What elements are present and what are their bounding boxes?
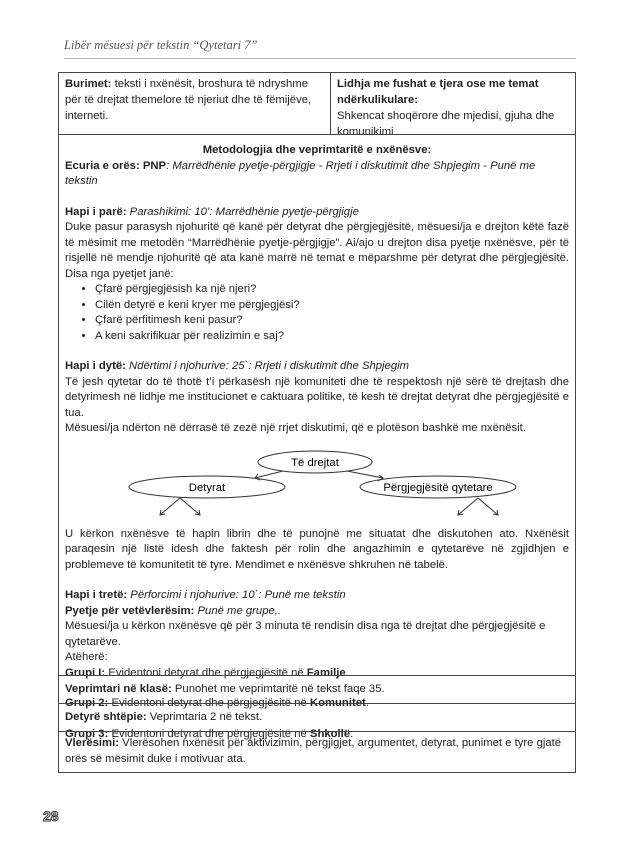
self-eval-label: Pyetje për vetëvlerësim: (65, 604, 195, 617)
question-item: • Çfarë përfitimesh keni pasur? (95, 313, 569, 329)
branch-line (458, 498, 478, 515)
question-list (65, 282, 569, 344)
activity-label: Veprimtari në klasë: (65, 683, 172, 695)
diagram-center-label: Të drejtat (291, 456, 339, 469)
branch-line (160, 498, 180, 515)
homework-text: Veprimtaria 2 në tekst. (146, 711, 263, 723)
diagram-svg (65, 437, 571, 527)
branch-line (180, 498, 200, 515)
page-number: 28 (43, 808, 59, 824)
group-item: Grupi I: Evidentoni detyrat dhe përgjegjësitë në Familje. (65, 666, 349, 679)
classroom-activity-row (58, 675, 576, 704)
step2-title: Ndërtimi i njohurive: 25`: Rrjeti i diskutimit dhe Shpjegim (125, 360, 410, 372)
group-item: Grupi 3: Evidentoni detyrat dhe përgjegjësitë në Shkollë. (65, 727, 354, 740)
resources-cell (59, 73, 331, 134)
arrow-left (255, 471, 283, 478)
links-cell (331, 73, 575, 139)
step3-title: Përforcimi i njohurive: 10`: Punë me tekstin (127, 589, 346, 601)
resources-label: Burimet: (65, 78, 112, 90)
header-rule (64, 58, 576, 59)
step3-atehere: Atëherë: (65, 651, 108, 663)
ecuria-text: : Marrëdhënie pyetje-përgjigje - Rrjeti i diskutimit dhe Shpjegim - Punë me tekstin (65, 159, 536, 187)
running-header: Libër mësuesi për tekstin “Qytetari 7” (64, 38, 258, 52)
evaluation-text: Vlerësohen nxënësit për aktivizimin, përgjigjet, argumentet, detyrat, punimet e tyre gjatë orës së mësimit duke i motivuar ata. (65, 737, 562, 765)
group-item: Grupi 2: Evidentoni detyrat dhe përgjegjësitë në Komunitet. (65, 697, 369, 709)
homework-label: Detyrë shtëpie: (65, 711, 147, 723)
question-item: • A keni sakrifikuar për realizimin e saj? (95, 329, 569, 345)
self-eval-text: Punë me grupe,. (194, 604, 282, 617)
question-item: • Çfarë përgjegjësish ka një njeri? (95, 282, 569, 298)
step3-label: Hapi i tretë: (65, 589, 128, 601)
diagram-right-label: Përgjegjësitë qytetare (383, 481, 493, 494)
question-item: • Cilën detyrë e keni kryer me përgjegjësi? (95, 298, 569, 314)
arrow-right (347, 471, 383, 478)
step3-body: Mësuesi/ja u kërkon nxënësve që për 3 minuta të rendisin disa nga të drejtat dhe përgjegjësitë e qytetarëve. (65, 620, 546, 648)
step2-body1: Të jesh qytetar do të thotë t’i përkasësh një komuniteti dhe të respektosh një sërë të drejtash dhe detyrimesh në lidhje me institucionet e caktuara politike, të kesh të drejtat detyrat dhe përgjegjësitë e tua. (65, 375, 569, 419)
diagram-left-label: Detyrat (188, 481, 226, 494)
branch-line (478, 498, 498, 515)
step1-label: Hapi i parë: (65, 205, 127, 218)
homework-row (58, 703, 576, 732)
ecuria-label: Ecuria e orës: PNP (65, 159, 167, 172)
step2-label: Hapi i dytë: (65, 360, 126, 372)
evaluation-row (58, 731, 576, 773)
step1-body: Duke pasur parasysh njohuritë që kanë për detyrat dhe përgjegjësitë, mësuesi/ja e drejton këtë fazë të mësimit me metodën “Marrëdhënie pyetje-përgjigje”. Ai/ajo u drejton disa pyetje nxënësve, për të risjellë në mendje njohuritë që ata kanë marrë në temat e mëparshme për detyrat dhe përgjegjësitë. Disa nga pyetjet janë: (65, 221, 569, 280)
resources-text: teksti i nxënësit, broshura të ndryshme për të drejtat themelore të njeriut dhe të fëmijëve, interneti. (65, 78, 312, 123)
resources-row (58, 72, 576, 139)
activity-text: Punohet me veprimtaritë në tekst faqe 35. (171, 683, 385, 695)
links-text: Shkencat shoqërore dhe mjedisi, gjuha dhe komunikimi. (337, 110, 555, 139)
step1-title: Parashikimi: 10’: Marrëdhënie pyetje-përgjigje (126, 205, 359, 218)
step2-after: U kërkon nxënësve të hapin librin dhe të punojnë me situatat dhe diskutohen ato. Nxënësit paraqesin një listë idesh dhe faktesh për rolin dhe angazhimin e qytetarëve në zgjidhjen e problemeve të komunitetit të tyre. Mendimet e nxënësve shkruhen në tabelë. (65, 527, 569, 571)
step2-body2: Mësuesi/ja ndërton në dërrasë të zezë një rrjet diskutimi, që e plotëson bashkë me nxënësit. (65, 422, 526, 434)
methodology-title: Metodologjia dhe veprimtaritë e nxënësve: (202, 144, 432, 156)
discussion-network-diagram (65, 437, 569, 527)
evaluation-label: Vlerësimi: (65, 737, 120, 749)
links-label: Lidhja me fushat e tjera ose me temat ndërkulikulare: (337, 78, 539, 107)
